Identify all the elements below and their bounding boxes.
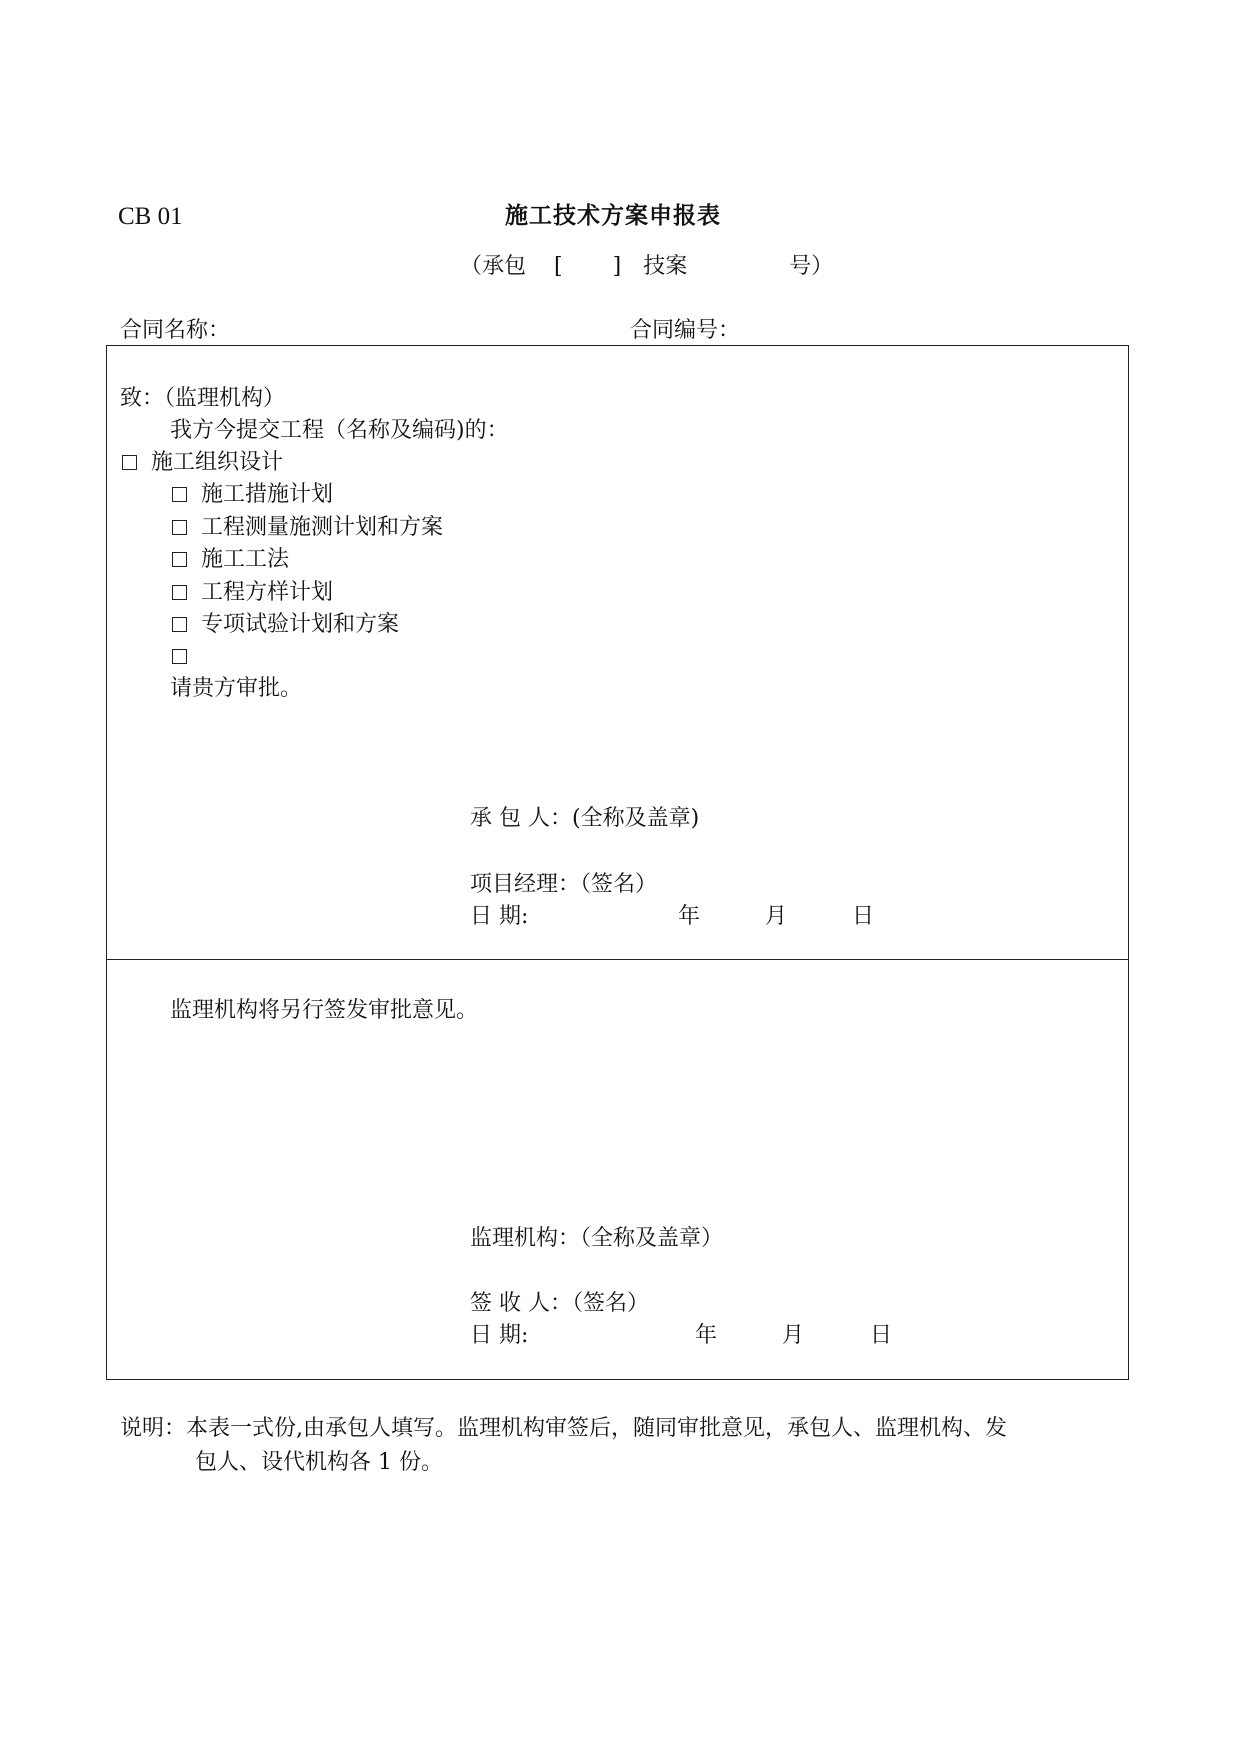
receiver-label: 签 收 人：	[470, 1291, 572, 1316]
item-label: 施工措施计划	[201, 482, 334, 507]
project-manager-line	[470, 874, 657, 896]
number-bracket-close: ]	[612, 254, 622, 279]
submission-date-month: 月	[765, 904, 788, 929]
form-code: CB 01	[118, 203, 183, 230]
checkbox[interactable]	[172, 585, 187, 600]
contract-number-label: 合同编号：	[630, 318, 741, 343]
pm-value: （签名）	[580, 872, 658, 897]
supervision-date-year: 年	[695, 1323, 718, 1348]
sub-item	[172, 549, 289, 571]
sub-item	[172, 582, 333, 604]
contractor-label: 承 包 人：	[470, 806, 572, 831]
contractor-line	[470, 808, 699, 830]
item-label: 专项试验计划和方案	[201, 612, 400, 637]
footer-note-line2: 包人、设代机构各 1 份。	[195, 1450, 443, 1475]
item-label: 工程测量施测计划和方案	[201, 515, 444, 540]
number-mid: 技案	[643, 254, 688, 279]
footer-note-line1: 说明：本表一式份,由承包人填写。监理机构审签后，随同审批意见，承包人、监理机构、发	[120, 1416, 1007, 1441]
addressee-line: 致：（监理机构）	[120, 386, 286, 411]
supervision-org-line	[470, 1228, 723, 1250]
receiver-line	[470, 1293, 649, 1315]
number-prefix: （承包	[460, 254, 527, 279]
supervision-statement: 监理机构将另行签发审批意见。	[170, 998, 479, 1023]
sub-item	[172, 614, 399, 636]
org-value: （全称及盖章）	[580, 1226, 724, 1251]
submission-date-label: 日 期:	[470, 904, 529, 929]
number-suffix: 号）	[789, 254, 834, 279]
checkbox[interactable]	[122, 455, 137, 470]
checkbox[interactable]	[172, 649, 187, 664]
item-label: 施工组织设计	[151, 450, 284, 475]
checkbox[interactable]	[172, 617, 187, 632]
item-label: 施工工法	[201, 547, 290, 572]
number-bracket-open: [	[554, 254, 563, 279]
supervision-date-day: 日	[870, 1323, 893, 1348]
intro-line: 我方今提交工程（名称及编码)的：	[170, 418, 509, 443]
checkbox[interactable]	[172, 487, 187, 502]
document-number-line	[460, 256, 833, 278]
checkbox[interactable]	[172, 552, 187, 567]
supervision-date-label: 日 期:	[470, 1323, 529, 1348]
contract-name-label: 合同名称：	[120, 318, 231, 343]
org-label: 监理机构：	[470, 1226, 581, 1251]
submission-date-year: 年	[678, 904, 701, 929]
sub-item	[172, 484, 333, 506]
document-title: 施工技术方案申报表	[505, 202, 721, 229]
checkbox[interactable]	[172, 520, 187, 535]
sub-item	[172, 517, 443, 539]
receiver-value: （签名）	[572, 1291, 650, 1316]
contractor-value: (全称及盖章)	[572, 806, 700, 831]
supervision-date-month: 月	[782, 1323, 805, 1348]
pm-label: 项目经理：	[470, 872, 581, 897]
item-construction-design	[122, 452, 283, 474]
item-label: 工程方样计划	[201, 580, 334, 605]
submission-date-day: 日	[852, 904, 875, 929]
sub-item	[172, 646, 201, 668]
request-line: 请贵方审批。	[170, 676, 303, 701]
